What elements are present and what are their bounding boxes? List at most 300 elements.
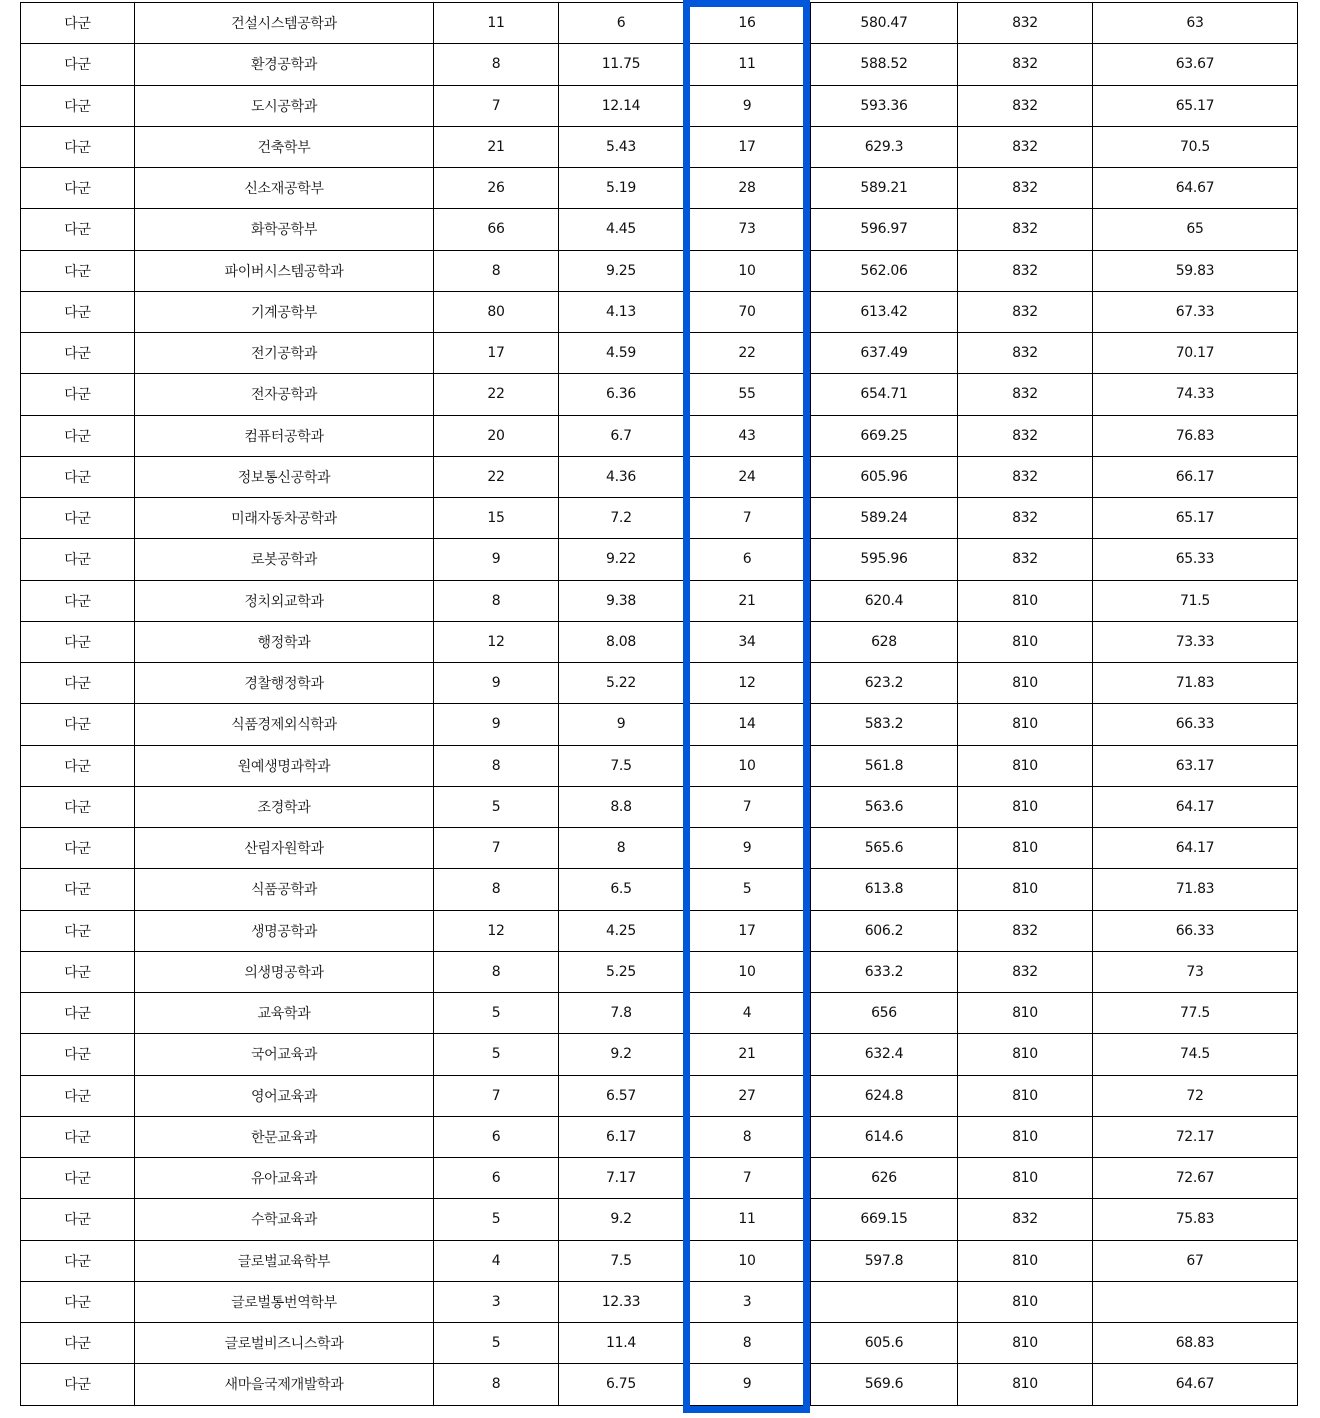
highlighted-cell: 73	[684, 209, 811, 250]
max-score-cell: 832	[958, 539, 1093, 580]
max-score-cell: 832	[958, 126, 1093, 167]
highlighted-cell: 10	[684, 745, 811, 786]
ratio-cell: 8	[559, 828, 684, 869]
department-cell: 한문교육과	[135, 1116, 434, 1157]
max-score-cell: 810	[958, 993, 1093, 1034]
table-row	[21, 126, 1298, 167]
score-cell: 614.6	[811, 1116, 958, 1157]
table-row	[21, 415, 1298, 456]
quota-cell: 3	[434, 1281, 559, 1322]
ratio-cell: 5.22	[559, 663, 684, 704]
score-cell: 626	[811, 1158, 958, 1199]
department-cell: 파이버시스템공학과	[135, 250, 434, 291]
table-row	[21, 786, 1298, 827]
percent-cell: 64.17	[1093, 828, 1298, 869]
department-cell: 글로벌비즈니스학과	[135, 1323, 434, 1364]
department-cell: 환경공학과	[135, 44, 434, 85]
percent-cell: 71.5	[1093, 580, 1298, 621]
ratio-cell: 7.17	[559, 1158, 684, 1199]
ratio-cell: 11.4	[559, 1323, 684, 1364]
group-cell: 다군	[21, 1034, 135, 1075]
ratio-cell: 5.25	[559, 951, 684, 992]
percent-cell: 70.17	[1093, 333, 1298, 374]
quota-cell: 8	[434, 951, 559, 992]
percent-cell: 64.17	[1093, 786, 1298, 827]
quota-cell: 5	[434, 1199, 559, 1240]
department-cell: 산림자원학과	[135, 828, 434, 869]
percent-cell: 65.17	[1093, 85, 1298, 126]
score-cell: 606.2	[811, 910, 958, 951]
group-cell: 다군	[21, 415, 135, 456]
department-cell: 교육학과	[135, 993, 434, 1034]
table-row	[21, 1199, 1298, 1240]
ratio-cell: 6.7	[559, 415, 684, 456]
quota-cell: 8	[434, 580, 559, 621]
department-cell: 글로벌통번역학부	[135, 1281, 434, 1322]
department-cell: 전자공학과	[135, 374, 434, 415]
score-cell: 605.96	[811, 456, 958, 497]
department-cell: 로봇공학과	[135, 539, 434, 580]
group-cell: 다군	[21, 168, 135, 209]
table-body	[21, 3, 1298, 1406]
max-score-cell: 810	[958, 1075, 1093, 1116]
quota-cell: 12	[434, 910, 559, 951]
max-score-cell: 832	[958, 168, 1093, 209]
quota-cell: 9	[434, 704, 559, 745]
department-cell: 건축학부	[135, 126, 434, 167]
highlighted-cell: 10	[684, 250, 811, 291]
department-cell: 건설시스템공학과	[135, 3, 434, 44]
score-cell: 561.8	[811, 745, 958, 786]
department-cell: 수학교육과	[135, 1199, 434, 1240]
group-cell: 다군	[21, 580, 135, 621]
ratio-cell: 9.22	[559, 539, 684, 580]
score-cell: 605.6	[811, 1323, 958, 1364]
max-score-cell: 832	[958, 44, 1093, 85]
max-score-cell: 832	[958, 85, 1093, 126]
score-cell: 595.96	[811, 539, 958, 580]
quota-cell: 66	[434, 209, 559, 250]
score-cell: 654.71	[811, 374, 958, 415]
table-row	[21, 1158, 1298, 1199]
quota-cell: 8	[434, 869, 559, 910]
quota-cell: 26	[434, 168, 559, 209]
ratio-cell: 4.45	[559, 209, 684, 250]
quota-cell: 17	[434, 333, 559, 374]
quota-cell: 6	[434, 1158, 559, 1199]
ratio-cell: 9	[559, 704, 684, 745]
highlighted-cell: 16	[684, 3, 811, 44]
max-score-cell: 832	[958, 3, 1093, 44]
max-score-cell: 810	[958, 1116, 1093, 1157]
highlighted-cell: 27	[684, 1075, 811, 1116]
quota-cell: 7	[434, 85, 559, 126]
table-row	[21, 1116, 1298, 1157]
max-score-cell: 810	[958, 663, 1093, 704]
percent-cell: 65.33	[1093, 539, 1298, 580]
score-cell: 597.8	[811, 1240, 958, 1281]
max-score-cell: 832	[958, 910, 1093, 951]
group-cell: 다군	[21, 1281, 135, 1322]
group-cell: 다군	[21, 498, 135, 539]
quota-cell: 9	[434, 663, 559, 704]
department-cell: 컴퓨터공학과	[135, 415, 434, 456]
highlighted-cell: 9	[684, 828, 811, 869]
group-cell: 다군	[21, 1323, 135, 1364]
score-cell: 669.25	[811, 415, 958, 456]
table-row	[21, 333, 1298, 374]
ratio-cell: 6.57	[559, 1075, 684, 1116]
score-cell: 623.2	[811, 663, 958, 704]
max-score-cell: 810	[958, 1323, 1093, 1364]
highlighted-cell: 7	[684, 786, 811, 827]
highlighted-cell: 43	[684, 415, 811, 456]
quota-cell: 5	[434, 993, 559, 1034]
percent-cell: 74.33	[1093, 374, 1298, 415]
percent-cell: 66.17	[1093, 456, 1298, 497]
max-score-cell: 832	[958, 374, 1093, 415]
table-row	[21, 1075, 1298, 1116]
max-score-cell: 832	[958, 456, 1093, 497]
admissions-table	[20, 2, 1298, 1406]
percent-cell: 66.33	[1093, 704, 1298, 745]
table-row	[21, 3, 1298, 44]
group-cell: 다군	[21, 44, 135, 85]
group-cell: 다군	[21, 951, 135, 992]
highlighted-cell: 34	[684, 621, 811, 662]
ratio-cell: 9.2	[559, 1199, 684, 1240]
table-row	[21, 993, 1298, 1034]
score-cell: 596.97	[811, 209, 958, 250]
ratio-cell: 7.5	[559, 1240, 684, 1281]
ratio-cell: 5.19	[559, 168, 684, 209]
quota-cell: 12	[434, 621, 559, 662]
group-cell: 다군	[21, 333, 135, 374]
group-cell: 다군	[21, 374, 135, 415]
max-score-cell: 832	[958, 209, 1093, 250]
score-cell: 563.6	[811, 786, 958, 827]
group-cell: 다군	[21, 910, 135, 951]
department-cell: 전기공학과	[135, 333, 434, 374]
table-row	[21, 209, 1298, 250]
table-row	[21, 1240, 1298, 1281]
table-row	[21, 85, 1298, 126]
max-score-cell: 832	[958, 1199, 1093, 1240]
department-cell: 원예생명과학과	[135, 745, 434, 786]
score-cell: 593.36	[811, 85, 958, 126]
score-cell: 565.6	[811, 828, 958, 869]
quota-cell: 7	[434, 1075, 559, 1116]
table-row	[21, 663, 1298, 704]
highlighted-cell: 22	[684, 333, 811, 374]
table-row	[21, 374, 1298, 415]
highlighted-cell: 55	[684, 374, 811, 415]
ratio-cell: 7.2	[559, 498, 684, 539]
quota-cell: 4	[434, 1240, 559, 1281]
percent-cell: 71.83	[1093, 663, 1298, 704]
group-cell: 다군	[21, 663, 135, 704]
group-cell: 다군	[21, 291, 135, 332]
highlighted-cell: 9	[684, 85, 811, 126]
ratio-cell: 6.5	[559, 869, 684, 910]
table-row	[21, 745, 1298, 786]
department-cell: 조경학과	[135, 786, 434, 827]
score-cell: 637.49	[811, 333, 958, 374]
percent-cell: 72.17	[1093, 1116, 1298, 1157]
ratio-cell: 5.43	[559, 126, 684, 167]
max-score-cell: 810	[958, 869, 1093, 910]
ratio-cell: 4.25	[559, 910, 684, 951]
group-cell: 다군	[21, 869, 135, 910]
highlighted-cell: 4	[684, 993, 811, 1034]
ratio-cell: 9.38	[559, 580, 684, 621]
ratio-cell: 9.2	[559, 1034, 684, 1075]
ratio-cell: 7.5	[559, 745, 684, 786]
quota-cell: 15	[434, 498, 559, 539]
max-score-cell: 810	[958, 786, 1093, 827]
ratio-cell: 12.14	[559, 85, 684, 126]
group-cell: 다군	[21, 1116, 135, 1157]
ratio-cell: 4.59	[559, 333, 684, 374]
highlighted-cell: 11	[684, 44, 811, 85]
max-score-cell: 810	[958, 1158, 1093, 1199]
percent-cell: 75.83	[1093, 1199, 1298, 1240]
group-cell: 다군	[21, 993, 135, 1034]
score-cell: 624.8	[811, 1075, 958, 1116]
department-cell: 유아교육과	[135, 1158, 434, 1199]
department-cell: 새마을국제개발학과	[135, 1364, 434, 1405]
table-row	[21, 250, 1298, 291]
group-cell: 다군	[21, 85, 135, 126]
highlighted-cell: 7	[684, 498, 811, 539]
highlighted-cell: 14	[684, 704, 811, 745]
department-cell: 기계공학부	[135, 291, 434, 332]
score-cell: 629.3	[811, 126, 958, 167]
percent-cell: 63.17	[1093, 745, 1298, 786]
department-cell: 생명공학과	[135, 910, 434, 951]
score-cell: 569.6	[811, 1364, 958, 1405]
group-cell: 다군	[21, 1240, 135, 1281]
department-cell: 식품공학과	[135, 869, 434, 910]
highlighted-cell: 8	[684, 1116, 811, 1157]
quota-cell: 22	[434, 456, 559, 497]
percent-cell: 67.33	[1093, 291, 1298, 332]
highlighted-cell: 12	[684, 663, 811, 704]
department-cell: 의생명공학과	[135, 951, 434, 992]
max-score-cell: 832	[958, 415, 1093, 456]
ratio-cell: 8.8	[559, 786, 684, 827]
highlighted-cell: 10	[684, 1240, 811, 1281]
quota-cell: 5	[434, 1034, 559, 1075]
group-cell: 다군	[21, 828, 135, 869]
score-cell: 633.2	[811, 951, 958, 992]
department-cell: 국어교육과	[135, 1034, 434, 1075]
quota-cell: 9	[434, 539, 559, 580]
quota-cell: 21	[434, 126, 559, 167]
table-row	[21, 168, 1298, 209]
group-cell: 다군	[21, 1158, 135, 1199]
table-row	[21, 621, 1298, 662]
group-cell: 다군	[21, 456, 135, 497]
max-score-cell: 832	[958, 951, 1093, 992]
table-row	[21, 539, 1298, 580]
group-cell: 다군	[21, 126, 135, 167]
table-row	[21, 704, 1298, 745]
ratio-cell: 8.08	[559, 621, 684, 662]
department-cell: 행정학과	[135, 621, 434, 662]
group-cell: 다군	[21, 250, 135, 291]
score-cell: 613.8	[811, 869, 958, 910]
max-score-cell: 832	[958, 250, 1093, 291]
table-row	[21, 951, 1298, 992]
max-score-cell: 810	[958, 621, 1093, 662]
percent-cell: 74.5	[1093, 1034, 1298, 1075]
table-row	[21, 1364, 1298, 1405]
percent-cell: 76.83	[1093, 415, 1298, 456]
score-cell: 589.21	[811, 168, 958, 209]
ratio-cell: 6.17	[559, 1116, 684, 1157]
quota-cell: 5	[434, 1323, 559, 1364]
department-cell: 경찰행정학과	[135, 663, 434, 704]
quota-cell: 11	[434, 3, 559, 44]
department-cell: 식품경제외식학과	[135, 704, 434, 745]
highlighted-cell: 21	[684, 580, 811, 621]
ratio-cell: 7.8	[559, 993, 684, 1034]
group-cell: 다군	[21, 1075, 135, 1116]
ratio-cell: 4.36	[559, 456, 684, 497]
max-score-cell: 810	[958, 1364, 1093, 1405]
percent-cell: 72	[1093, 1075, 1298, 1116]
percent-cell: 63	[1093, 3, 1298, 44]
highlighted-cell: 70	[684, 291, 811, 332]
ratio-cell: 4.13	[559, 291, 684, 332]
score-cell: 613.42	[811, 291, 958, 332]
percent-cell: 59.83	[1093, 250, 1298, 291]
percent-cell: 65.17	[1093, 498, 1298, 539]
score-cell: 583.2	[811, 704, 958, 745]
table-row	[21, 1323, 1298, 1364]
max-score-cell: 832	[958, 333, 1093, 374]
score-cell: 589.24	[811, 498, 958, 539]
highlighted-cell: 21	[684, 1034, 811, 1075]
percent-cell: 68.83	[1093, 1323, 1298, 1364]
percent-cell: 70.5	[1093, 126, 1298, 167]
ratio-cell: 6.36	[559, 374, 684, 415]
percent-cell: 63.67	[1093, 44, 1298, 85]
max-score-cell: 832	[958, 498, 1093, 539]
department-cell: 도시공학과	[135, 85, 434, 126]
table-row	[21, 1034, 1298, 1075]
group-cell: 다군	[21, 539, 135, 580]
department-cell: 정치외교학과	[135, 580, 434, 621]
highlighted-cell: 10	[684, 951, 811, 992]
ratio-cell: 6	[559, 3, 684, 44]
table-row	[21, 291, 1298, 332]
group-cell: 다군	[21, 704, 135, 745]
score-cell: 580.47	[811, 3, 958, 44]
highlighted-cell: 28	[684, 168, 811, 209]
percent-cell: 73	[1093, 951, 1298, 992]
group-cell: 다군	[21, 786, 135, 827]
max-score-cell: 810	[958, 580, 1093, 621]
quota-cell: 8	[434, 250, 559, 291]
score-cell: 588.52	[811, 44, 958, 85]
highlighted-cell: 5	[684, 869, 811, 910]
group-cell: 다군	[21, 1364, 135, 1405]
table-row	[21, 498, 1298, 539]
percent-cell: 73.33	[1093, 621, 1298, 662]
highlighted-cell: 3	[684, 1281, 811, 1322]
ratio-cell: 6.75	[559, 1364, 684, 1405]
highlighted-cell: 8	[684, 1323, 811, 1364]
score-cell: 656	[811, 993, 958, 1034]
score-cell: 562.06	[811, 250, 958, 291]
score-cell: 628	[811, 621, 958, 662]
highlighted-cell: 17	[684, 126, 811, 167]
score-cell: 620.4	[811, 580, 958, 621]
department-cell: 화학공학부	[135, 209, 434, 250]
department-cell: 신소재공학부	[135, 168, 434, 209]
percent-cell: 71.83	[1093, 869, 1298, 910]
score-cell: 632.4	[811, 1034, 958, 1075]
table-row	[21, 910, 1298, 951]
department-cell: 영어교육과	[135, 1075, 434, 1116]
score-cell: 669.15	[811, 1199, 958, 1240]
percent-cell: 66.33	[1093, 910, 1298, 951]
group-cell: 다군	[21, 621, 135, 662]
table-row	[21, 580, 1298, 621]
percent-cell: 67	[1093, 1240, 1298, 1281]
group-cell: 다군	[21, 209, 135, 250]
quota-cell: 8	[434, 44, 559, 85]
department-cell: 미래자동차공학과	[135, 498, 434, 539]
department-cell: 정보통신공학과	[135, 456, 434, 497]
ratio-cell: 12.33	[559, 1281, 684, 1322]
quota-cell: 7	[434, 828, 559, 869]
quota-cell: 8	[434, 745, 559, 786]
group-cell: 다군	[21, 1199, 135, 1240]
quota-cell: 22	[434, 374, 559, 415]
table-row	[21, 828, 1298, 869]
max-score-cell: 810	[958, 745, 1093, 786]
ratio-cell: 9.25	[559, 250, 684, 291]
max-score-cell: 810	[958, 1240, 1093, 1281]
quota-cell: 5	[434, 786, 559, 827]
highlighted-cell: 9	[684, 1364, 811, 1405]
quota-cell: 80	[434, 291, 559, 332]
percent-cell: 64.67	[1093, 1364, 1298, 1405]
score-cell	[811, 1281, 958, 1322]
percent-cell	[1093, 1281, 1298, 1322]
highlighted-cell: 7	[684, 1158, 811, 1199]
highlighted-cell: 6	[684, 539, 811, 580]
highlighted-cell: 24	[684, 456, 811, 497]
table-row	[21, 869, 1298, 910]
percent-cell: 65	[1093, 209, 1298, 250]
table-row	[21, 456, 1298, 497]
max-score-cell: 810	[958, 704, 1093, 745]
table-row	[21, 1281, 1298, 1322]
max-score-cell: 810	[958, 1281, 1093, 1322]
max-score-cell: 810	[958, 1034, 1093, 1075]
percent-cell: 77.5	[1093, 993, 1298, 1034]
quota-cell: 20	[434, 415, 559, 456]
highlighted-cell: 17	[684, 910, 811, 951]
max-score-cell: 832	[958, 291, 1093, 332]
group-cell: 다군	[21, 3, 135, 44]
highlighted-cell: 11	[684, 1199, 811, 1240]
group-cell: 다군	[21, 745, 135, 786]
